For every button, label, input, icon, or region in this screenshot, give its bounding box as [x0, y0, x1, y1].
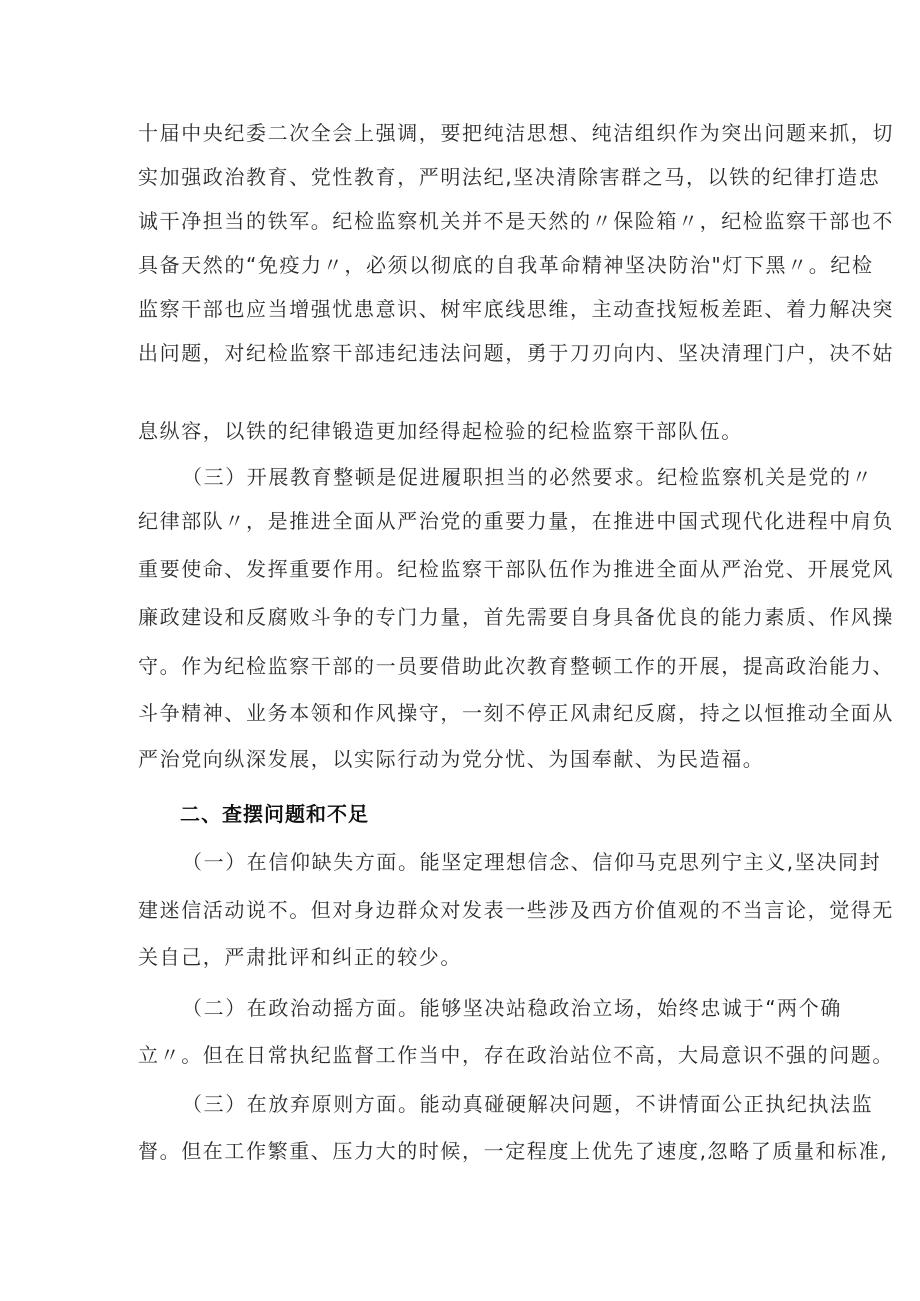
item-one-start: （一）在信仰缺失方面。能坚定理想信念、信仰马克思列宁主义,坚决同封 [182, 850, 882, 874]
body-line-5: 监察干部也应当增强忧患意识、树牢底线思维，主动查找短板差距、着力解决突 [138, 297, 894, 321]
item-three-start: （三）在放弃原则方面。能动真碰硬解决问题，不讲情面公正执纪执法监 [182, 1092, 874, 1116]
body-line-10: 重要使命、发挥重要作用。纪检监察干部队伍作为推进全面从严治党、开展党风 [138, 557, 894, 581]
section-heading: 二、查摆问题和不足 [180, 802, 369, 826]
body-line-13: 斗争精神、业务本领和作风操守，一刻不停正风肃纪反腐，持之以恒推动全面从 [138, 701, 894, 725]
body-line-6: 出问题，对纪检监察干部违纪违法问题，勇于刀刃向内、坚决清理门户，决不姑 [138, 341, 894, 365]
body-line-12: 守。作为纪检监察干部的一员要借助此次教育整顿工作的开展，提高政治能力、 [138, 654, 894, 678]
body-line-4: 具备天然的“免疫力〃，必须以彻底的自我革命精神坚决防治"灯下黑〃。纪检 [138, 253, 874, 277]
body-line-18: 关自己，严肃批评和纠正的较少。 [138, 945, 462, 969]
body-line-20: 立〃。但在日常执纪监督工作当中，存在政治站位不高，大局意识不强的问题。 [138, 1043, 894, 1067]
body-line-9: 纪律部队〃，是推进全面从严治党的重要力量，在推进中国式现代化进程中肩负 [138, 509, 894, 533]
item-two-start: （二）在政治动摇方面。能够坚决站稳政治立场，始终忠诚于“两个确 [182, 996, 842, 1020]
body-line-1: 十届中央纪委二次全会上强调，要把纯洁思想、纯洁组织作为突出问题来抓，切 [138, 121, 894, 145]
body-line-14: 严治党向纵深发展，以实际行动为党分忧、为国奉献、为民造福。 [138, 747, 765, 771]
body-line-22: 督。但在工作繁重、压力大的时候，一定程度上优先了速度,忽略了质量和标准, [138, 1139, 889, 1163]
body-line-2: 实加强政治教育、党性教育，严明法纪,坚决清除害群之马，以铁的纪律打造忠 [138, 165, 881, 189]
paragraph-three-start: （三）开展教育整顿是促进履职担当的必然要求。纪检监察机关是党的〃 [182, 465, 874, 489]
body-line-7: 息纵容，以铁的纪律锻造更加经得起检验的纪检监察干部队伍。 [138, 419, 743, 443]
body-line-11: 廉政建设和反腐败斗争的专门力量，首先需要自身具备优良的能力素质、作风操 [138, 605, 894, 629]
body-line-3: 诚干净担当的铁军。纪检监察机关并不是天然的〃保险箱〃，纪检监察干部也不 [138, 209, 894, 233]
body-line-17: 建迷信活动说不。但对身边群众对发表一些涉及西方价值观的不当言论，觉得无 [138, 898, 894, 922]
